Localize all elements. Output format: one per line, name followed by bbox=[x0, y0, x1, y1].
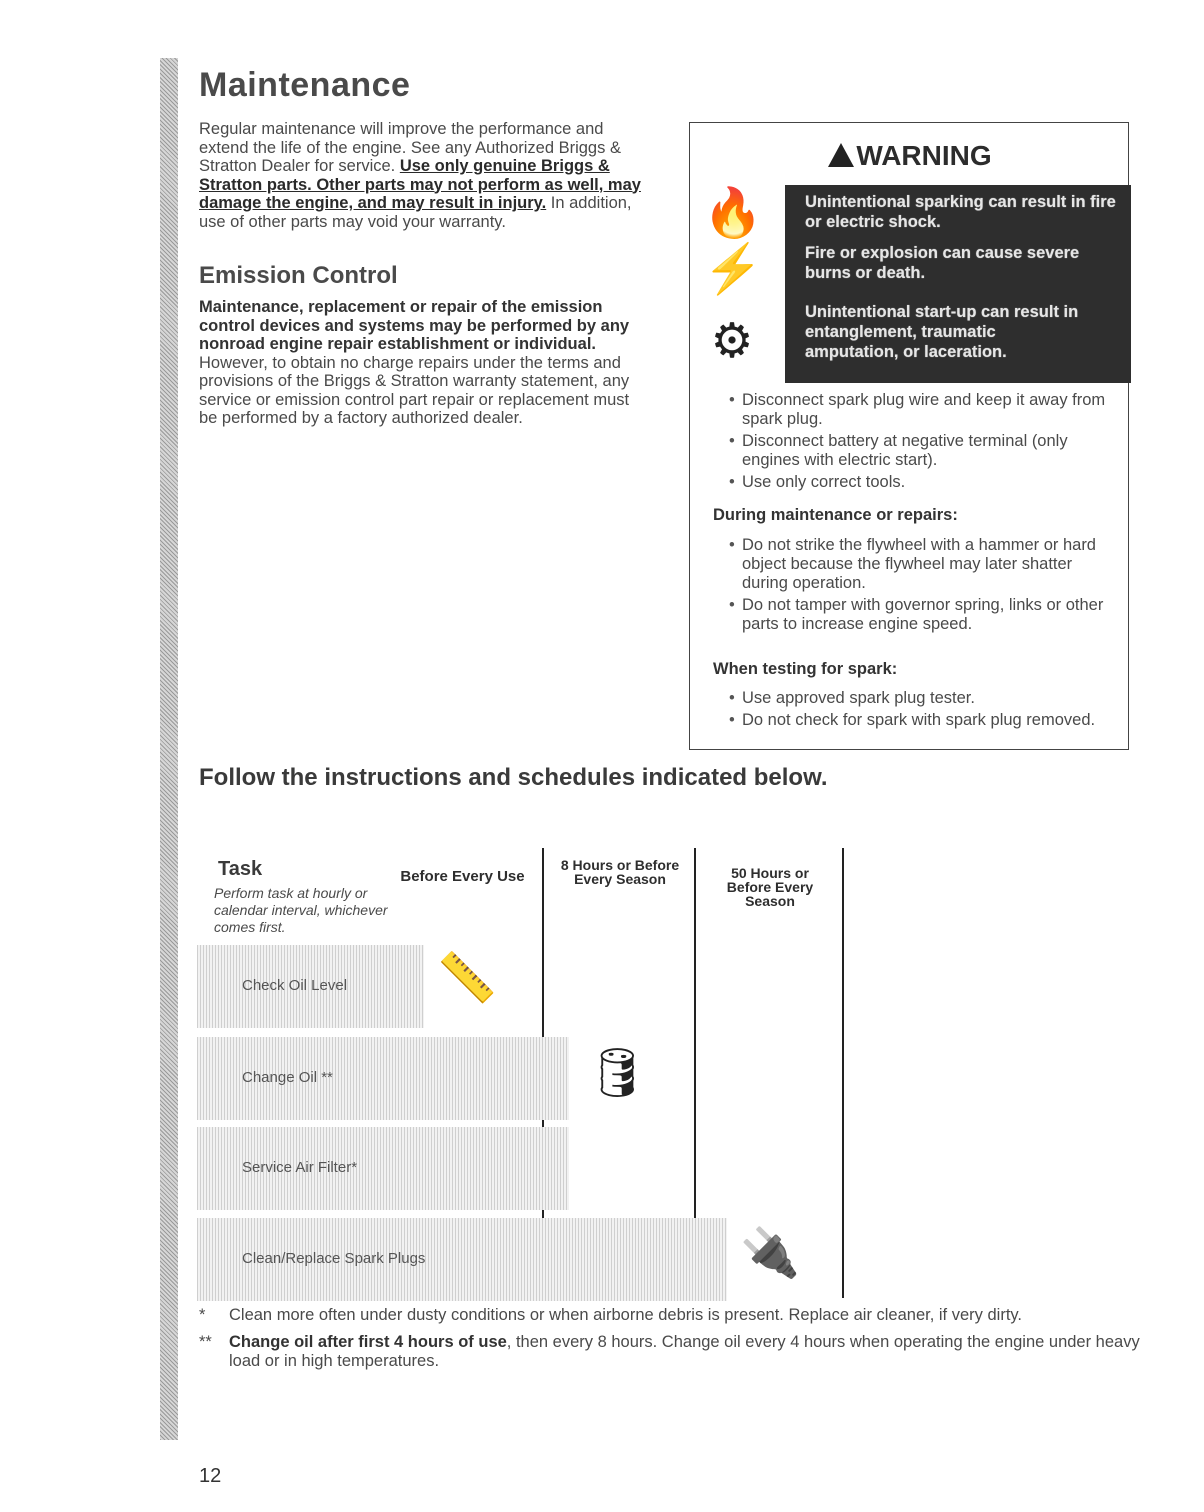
footnote-2-text: , then every 8 hours. Change oil every 4 hours when operating the engine under heavy load or in high temperatures. bbox=[229, 1333, 1140, 1370]
footnote-1-text: Clean more often under dusty conditions or when airborne debris is present. Replace air cleaner, if very dirty. bbox=[229, 1306, 1023, 1324]
list-item: • Use approved spark plug tester. bbox=[729, 689, 1109, 708]
page-title: Maintenance bbox=[199, 66, 411, 104]
task-label-check-oil: Check Oil Level bbox=[242, 977, 348, 994]
footnote-2-bold: Change oil after first 4 hours of use bbox=[229, 1333, 507, 1351]
list-item: • Disconnect battery at negative terminal (only engines with electric start). bbox=[729, 432, 1114, 470]
hazard-2: Fire or explosion can cause severe burns or death. bbox=[805, 244, 1080, 282]
task-bar-air-filter bbox=[197, 1127, 569, 1210]
task-label-spark-plug: Clean/Replace Spark Plugs bbox=[242, 1250, 426, 1267]
list-item: • Do not tamper with governor spring, links or other parts to increase engine speed. bbox=[729, 596, 1109, 634]
sidebar-stripe bbox=[160, 58, 178, 1440]
footnote-2 bbox=[199, 1333, 1149, 1371]
footnote-1 bbox=[199, 1306, 1022, 1325]
spark-plug-icon: 🔌 bbox=[740, 1227, 800, 1280]
intro-text-1: Regular maintenance will improve the performance and extend the life of the engine. See any Authorized Briggs & Stratton Dealer for service. bbox=[199, 120, 621, 175]
list-item: • Do not check for spark with spark plug removed. bbox=[729, 711, 1109, 730]
page-number: 12 bbox=[199, 1465, 222, 1487]
list-item: • Disconnect spark plug wire and keep it away from spark plug. bbox=[729, 391, 1114, 429]
during-heading: During maintenance or repairs: bbox=[713, 506, 958, 524]
task-bar-change-oil bbox=[197, 1037, 569, 1120]
footnote-2-mark: ** bbox=[199, 1333, 212, 1351]
intro-paragraph bbox=[199, 120, 649, 231]
schedule-heading: Follow the instructions and schedules indicated below. bbox=[199, 764, 828, 791]
task-note: Perform task at hourly or calendar interval, whichever comes first. bbox=[214, 885, 388, 935]
warning-bullets bbox=[729, 391, 1114, 495]
emission-text: However, to obtain no charge repairs under the terms and provisions of the Briggs & Stratton warranty statement, any service or emission control part repair or replacement must be performed by a factory authorized dealer. bbox=[199, 353, 630, 427]
task-label-change-oil: Change Oil ** bbox=[242, 1069, 333, 1086]
intro-text-2: In addition, use of other parts may void your warranty. bbox=[199, 194, 632, 231]
oil-bottle-icon: 🛢 bbox=[587, 1047, 648, 1100]
warning-title-text: WARNING bbox=[856, 140, 992, 171]
testing-heading: When testing for spark: bbox=[713, 660, 898, 678]
column-divider bbox=[842, 848, 844, 1298]
emission-paragraph bbox=[199, 298, 649, 428]
list-item: • Do not strike the flywheel with a hammer or hard object because the flywheel may later shatter during operation. bbox=[729, 536, 1109, 593]
column-50-hours: 50 Hours or Before Every Season bbox=[726, 865, 814, 909]
list-item: • Use only correct tools. bbox=[729, 473, 1114, 492]
emission-bold-text: Maintenance, replacement or repair of the emission control devices and systems may be performed by any nonroad engine repair establishment or individual. bbox=[199, 298, 630, 353]
task-bar-check-oil bbox=[197, 945, 424, 1028]
during-bullets bbox=[729, 536, 1109, 637]
column-8-hours: 8 Hours or Before Every Season bbox=[560, 857, 680, 887]
fire-icon: 🔥 bbox=[703, 187, 763, 240]
column-before-every-use: Before Every Use bbox=[400, 868, 525, 885]
footnote-1-mark: * bbox=[199, 1306, 206, 1324]
entanglement-icon: ⚙ bbox=[710, 315, 754, 368]
warning-title bbox=[730, 140, 1090, 172]
emission-heading: Emission Control bbox=[199, 262, 398, 289]
intro-underlined-warning: Use only genuine Briggs & Stratton parts. Other parts may not perform as well, may damage the engine, and may result in injury. bbox=[199, 157, 641, 212]
task-bar-spark-plug bbox=[197, 1218, 727, 1301]
hazard-1: Unintentional sparking can result in fire or electric shock. bbox=[805, 193, 1116, 231]
dipstick-icon: 📏 bbox=[437, 952, 497, 1005]
warning-triangle-icon bbox=[828, 143, 854, 167]
task-label-air-filter: Service Air Filter* bbox=[242, 1159, 358, 1176]
electric-shock-icon: ⚡ bbox=[703, 243, 763, 296]
hazard-3: Unintentional start-up can result in entanglement, traumatic amputation, or laceration. bbox=[805, 303, 1079, 361]
testing-bullets bbox=[729, 689, 1109, 733]
task-label: Task bbox=[218, 858, 263, 880]
